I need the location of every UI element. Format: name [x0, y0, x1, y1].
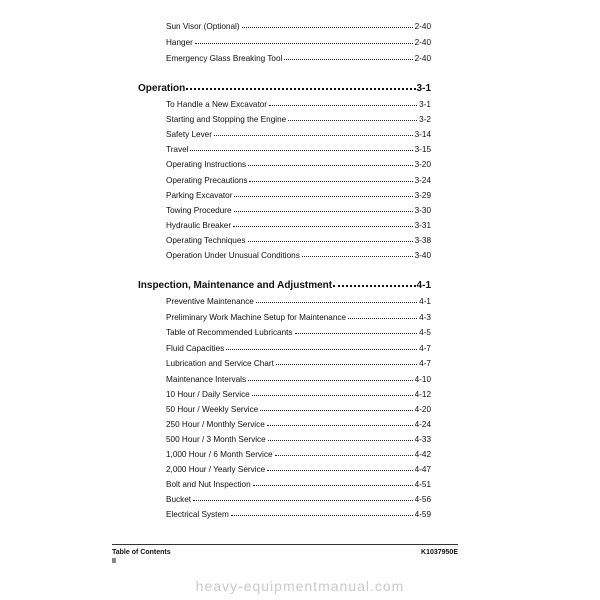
- dot-leader: [333, 285, 415, 287]
- toc-entry[interactable]: [166, 510, 431, 520]
- toc-entry[interactable]: [166, 221, 431, 231]
- section-title: Inspection, Maintenance and Adjustment: [138, 280, 333, 291]
- toc-entry-label: 500 Hour / 3 Month Service: [166, 435, 266, 444]
- watermark: heavy-equipmentmanual.com: [195, 578, 405, 594]
- toc-entry-label: Lubrication and Service Chart: [166, 359, 274, 368]
- toc-entry-label: Operating Techniques: [166, 236, 246, 245]
- toc-entry[interactable]: [166, 38, 431, 48]
- toc-entry-page: 3-20: [414, 160, 431, 169]
- toc-entry-label: 1,000 Hour / 6 Month Service: [166, 450, 273, 459]
- dot-leader: [186, 88, 415, 90]
- dot-leader: [348, 318, 417, 319]
- toc-entry[interactable]: [166, 115, 431, 125]
- toc-entry-page: 4-10: [414, 375, 431, 384]
- toc-entry-label: Operation Under Unusual Conditions: [166, 251, 300, 260]
- toc-entry-page: 3-40: [414, 251, 431, 260]
- dot-leader: [302, 256, 413, 257]
- dot-leader: [249, 181, 412, 182]
- toc-entry-page: 4-1: [419, 297, 431, 306]
- toc-entry-page: 3-30: [414, 206, 431, 215]
- dot-leader: [242, 27, 413, 28]
- toc-entry-page: 2-40: [414, 22, 431, 31]
- toc-entry-label: Hydraulic Breaker: [166, 221, 232, 230]
- toc-entry-label: Preventive Maintenance: [166, 297, 254, 306]
- toc-entry-page: 4-56: [414, 495, 431, 504]
- dot-leader: [234, 196, 412, 197]
- dot-leader: [195, 43, 413, 44]
- toc-entry-page: 3-31: [414, 221, 431, 230]
- toc-entry-page: 3-1: [419, 100, 431, 109]
- toc-entry-label: 250 Hour / Monthly Service: [166, 420, 265, 429]
- dot-leader: [275, 455, 413, 456]
- toc-entry-label: Preliminary Work Machine Setup for Maintenance: [166, 313, 347, 322]
- toc-entry-page: 4-12: [414, 390, 431, 399]
- toc-entry-label: Fluid Capacities: [166, 344, 225, 353]
- toc-entry[interactable]: [166, 251, 431, 261]
- toc-entry-page: 4-24: [414, 420, 431, 429]
- toc-entry-page: 4-47: [414, 465, 431, 474]
- toc-entry[interactable]: [166, 328, 431, 338]
- toc-entry-page: 4-20: [414, 405, 431, 414]
- toc-entry-page: 2-40: [414, 54, 431, 63]
- toc-entry[interactable]: [166, 495, 431, 505]
- toc-entry-page: 4-42: [414, 450, 431, 459]
- toc-entry[interactable]: [166, 480, 431, 490]
- toc-entry-page: 4-7: [419, 344, 431, 353]
- dot-leader: [248, 241, 413, 242]
- toc-entry[interactable]: [166, 130, 431, 140]
- dot-leader: [190, 150, 412, 151]
- dot-leader: [253, 485, 413, 486]
- toc-entry-label: Safety Lever: [166, 130, 212, 139]
- toc-entry[interactable]: [166, 313, 431, 323]
- dot-leader: [295, 333, 418, 334]
- dot-leader: [248, 380, 413, 381]
- toc-entry-page: 3-2: [419, 115, 431, 124]
- toc-entry-page: 3-15: [414, 145, 431, 154]
- toc-entry[interactable]: [166, 100, 431, 110]
- toc-section-heading[interactable]: [138, 280, 431, 292]
- toc-entry-label: 2,000 Hour / Yearly Service: [166, 465, 266, 474]
- dot-leader: [248, 165, 413, 166]
- toc-entry[interactable]: [166, 344, 431, 354]
- toc-entry-label: Parking Excavator: [166, 191, 233, 200]
- toc-entry-page: 3-38: [414, 236, 431, 245]
- toc-entry-label: Operating Precautions: [166, 176, 248, 185]
- footer-page-numeral: II: [112, 558, 116, 565]
- toc-entry[interactable]: [166, 54, 431, 64]
- toc-entry[interactable]: [166, 176, 431, 186]
- footer-document-number: K1037950E: [421, 549, 458, 556]
- dot-leader: [276, 364, 417, 365]
- footer-title: Table of Contents: [112, 549, 171, 556]
- toc-entry-page: 3-29: [414, 191, 431, 200]
- toc-entry[interactable]: [166, 145, 431, 155]
- page-footer-left: [112, 548, 171, 566]
- dot-leader: [267, 470, 412, 471]
- toc-entry-label: Table of Recommended Lubricants: [166, 328, 293, 337]
- toc-entry-page: 4-33: [414, 435, 431, 444]
- toc-entry[interactable]: [166, 160, 431, 170]
- toc-entry-label: Maintenance Intervals: [166, 375, 247, 384]
- toc-entry[interactable]: [166, 206, 431, 216]
- toc-entry-page: 3-24: [414, 176, 431, 185]
- toc-entry-page: 4-59: [414, 510, 431, 519]
- dot-leader: [260, 410, 412, 411]
- section-page: 3-1: [416, 83, 431, 94]
- toc-entry[interactable]: [166, 236, 431, 246]
- toc-section-heading[interactable]: [138, 83, 431, 95]
- toc-entry[interactable]: [166, 465, 431, 475]
- dot-leader: [234, 211, 413, 212]
- toc-entry[interactable]: [166, 297, 431, 307]
- dot-leader: [288, 120, 417, 121]
- toc-entry-label: Operating Instructions: [166, 160, 247, 169]
- section-page: 4-1: [416, 280, 431, 291]
- dot-leader: [284, 59, 412, 60]
- toc-entry-label: Hanger: [166, 38, 193, 47]
- footer-divider: [112, 544, 458, 545]
- toc-entry[interactable]: [166, 405, 431, 415]
- toc-entry-page: 4-51: [414, 480, 431, 489]
- dot-leader: [231, 515, 413, 516]
- toc-entry[interactable]: [166, 450, 431, 460]
- dot-leader: [214, 135, 413, 136]
- dot-leader: [252, 395, 413, 396]
- dot-leader: [269, 105, 417, 106]
- dot-leader: [256, 302, 417, 303]
- toc-entry-label: Towing Procedure: [166, 206, 232, 215]
- toc-entry-page: 3-14: [414, 130, 431, 139]
- section-title: Operation: [138, 83, 186, 94]
- toc-entry-page: 4-7: [419, 359, 431, 368]
- dot-leader: [193, 500, 413, 501]
- toc-entry[interactable]: [166, 390, 431, 400]
- dot-leader: [268, 440, 413, 441]
- toc-entry-label: Bolt and Nut Inspection: [166, 480, 251, 489]
- toc-entry-label: Starting and Stopping the Engine: [166, 115, 287, 124]
- toc-entry[interactable]: [166, 359, 431, 369]
- toc-entry-label: Bucket: [166, 495, 192, 504]
- dot-leader: [226, 349, 417, 350]
- toc-entry[interactable]: [166, 191, 431, 201]
- dot-leader: [233, 226, 413, 227]
- toc-entry-label: Emergency Glass Breaking Tool: [166, 54, 283, 63]
- toc-entry-label: Sun Visor (Optional): [166, 22, 240, 31]
- toc-entry[interactable]: [166, 22, 431, 32]
- toc-entry-label: Travel: [166, 145, 189, 154]
- toc-entry-label: 50 Hour / Weekly Service: [166, 405, 259, 414]
- toc-entry-page: 2-40: [414, 38, 431, 47]
- toc-entry-label: Electrical System: [166, 510, 229, 519]
- toc-entry-page: 4-3: [419, 313, 431, 322]
- toc-entry-page: 4-5: [419, 328, 431, 337]
- dot-leader: [267, 425, 413, 426]
- toc-entry[interactable]: [166, 435, 431, 445]
- toc-entry-label: To Handle a New Excavator: [166, 100, 268, 109]
- toc-entry-label: 10 Hour / Daily Service: [166, 390, 250, 399]
- toc-entry[interactable]: [166, 375, 431, 385]
- toc-entry[interactable]: [166, 420, 431, 430]
